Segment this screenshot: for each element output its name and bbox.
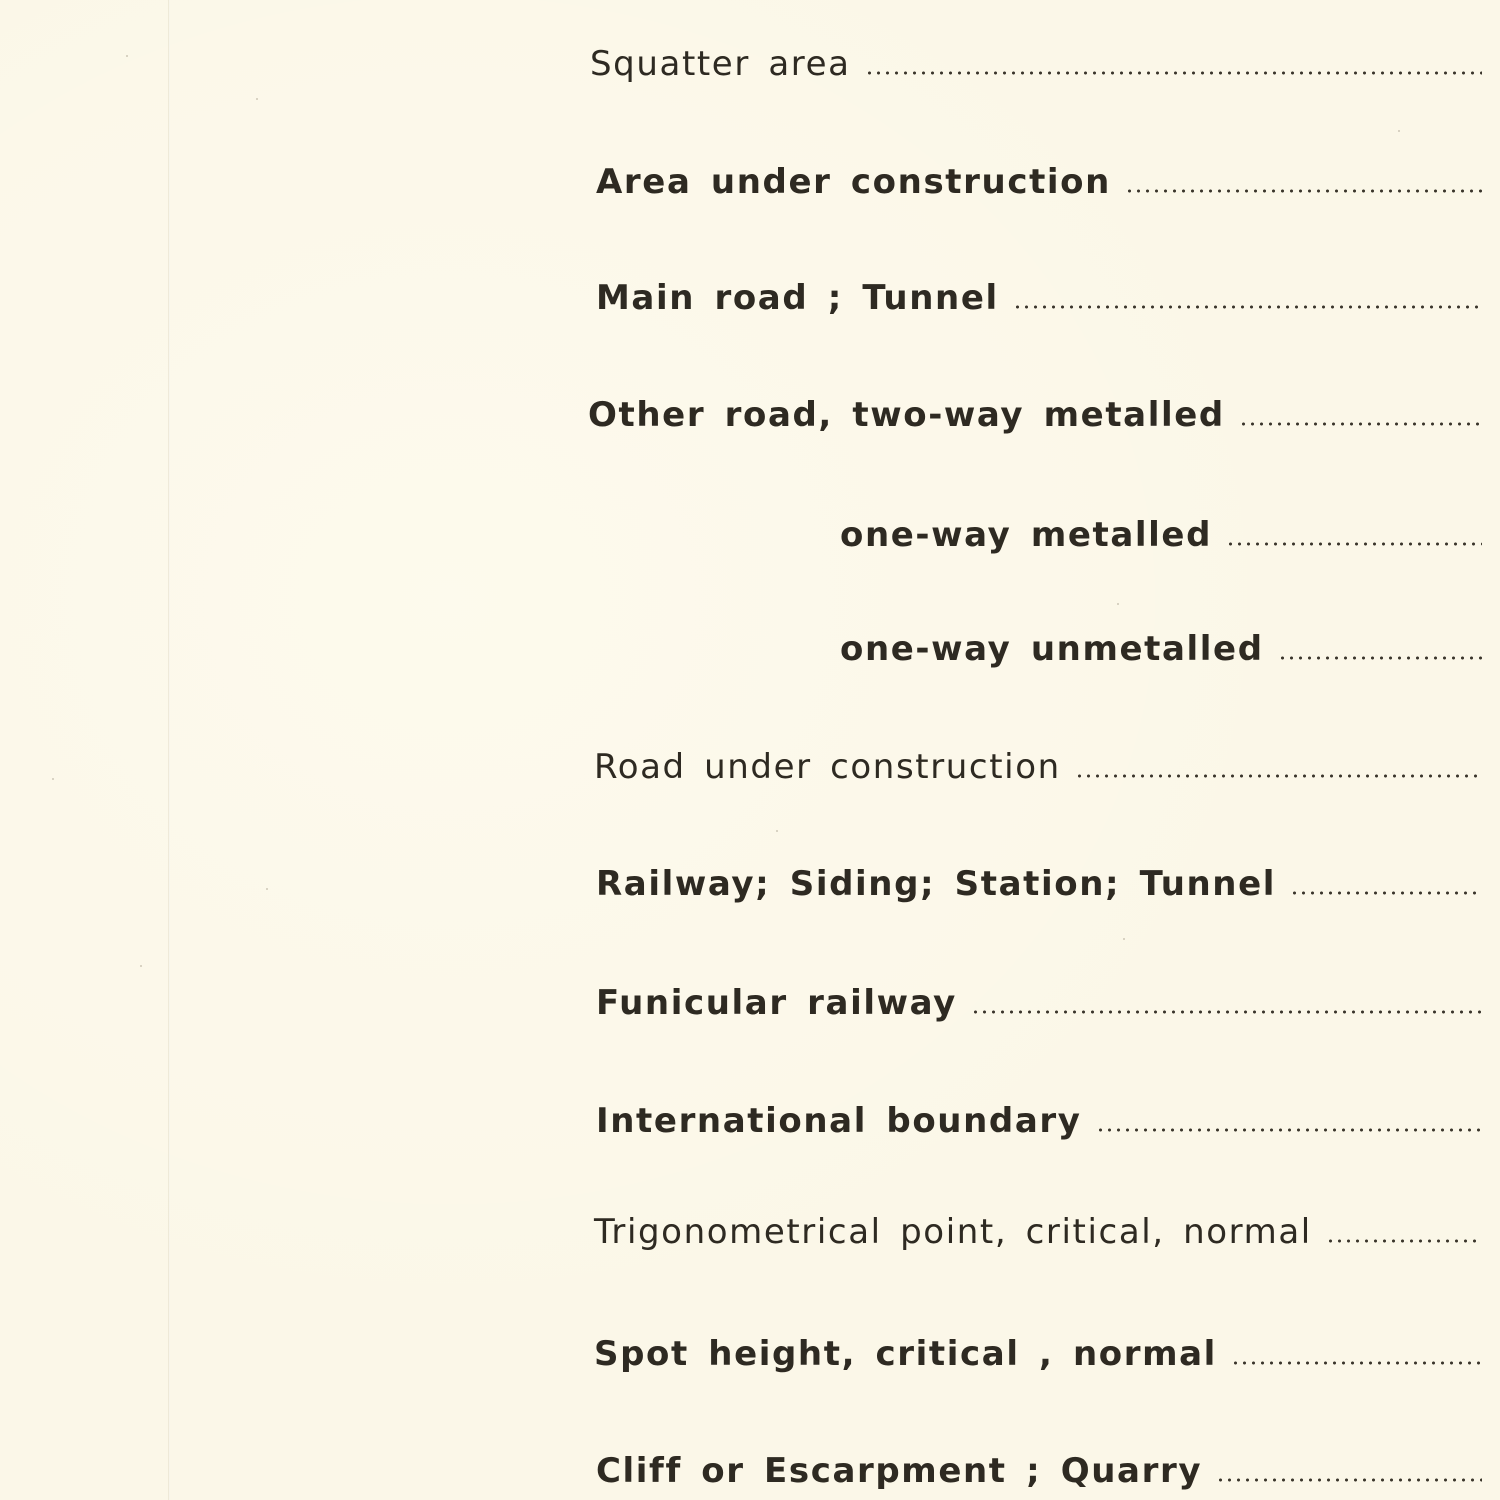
dotted-leader bbox=[1239, 422, 1482, 426]
legend-label: International boundary bbox=[596, 1101, 1082, 1141]
paper-speck bbox=[256, 98, 258, 100]
legend-item-squatter-area bbox=[590, 44, 1482, 84]
dotted-leader bbox=[1290, 891, 1482, 895]
paper-speck bbox=[1123, 938, 1125, 940]
paper-speck bbox=[126, 55, 128, 57]
legend-label: Squatter area bbox=[590, 44, 851, 84]
legend-item-international-boundary bbox=[596, 1101, 1482, 1141]
legend-item-spot-height bbox=[594, 1334, 1482, 1374]
legend-label: Trigonometrical point, critical, normal bbox=[594, 1212, 1312, 1252]
legend-label: Cliff or Escarpment ; Quarry bbox=[596, 1451, 1203, 1491]
legend-label: Main road ; Tunnel bbox=[596, 278, 999, 318]
legend-item-funicular-railway bbox=[596, 983, 1482, 1023]
legend-item-one-way-unmetalled bbox=[840, 629, 1482, 669]
legend-item-trigonometrical-point bbox=[594, 1212, 1482, 1252]
dotted-leader bbox=[1326, 1239, 1482, 1243]
paper-speck bbox=[1117, 603, 1119, 605]
dotted-leader bbox=[1226, 542, 1482, 546]
dotted-leader bbox=[1096, 1128, 1482, 1132]
legend-label: Railway; Siding; Station; Tunnel bbox=[596, 864, 1277, 904]
paper-speck bbox=[52, 778, 54, 780]
legend-item-one-way-metalled bbox=[840, 515, 1482, 555]
legend-label: Funicular railway bbox=[596, 983, 957, 1023]
paper-speck bbox=[266, 888, 268, 890]
legend-label: Road under construction bbox=[594, 747, 1061, 787]
paper-speck bbox=[1398, 130, 1400, 132]
dotted-leader bbox=[971, 1010, 1482, 1014]
dotted-leader bbox=[1075, 774, 1482, 778]
legend-label: Area under construction bbox=[596, 162, 1111, 202]
paper-speck bbox=[140, 965, 142, 967]
dotted-leader bbox=[1216, 1478, 1482, 1482]
dotted-leader bbox=[865, 71, 1482, 75]
legend-item-railway-siding-station-tunnel bbox=[596, 864, 1482, 904]
paper-speck bbox=[776, 830, 778, 832]
legend-label: one-way unmetalled bbox=[840, 629, 1264, 669]
legend-label: Other road, two-way metalled bbox=[588, 395, 1225, 435]
legend-label: Spot height, critical , normal bbox=[594, 1334, 1217, 1374]
dotted-leader bbox=[1013, 305, 1482, 309]
dotted-leader bbox=[1125, 189, 1482, 193]
legend-item-area-under-construction bbox=[596, 162, 1482, 202]
legend-label: one-way metalled bbox=[840, 515, 1213, 555]
dotted-leader bbox=[1231, 1361, 1482, 1365]
dotted-leader bbox=[1278, 656, 1482, 660]
legend-item-road-under-construction bbox=[594, 747, 1482, 787]
fold-line bbox=[168, 0, 170, 1500]
legend-item-other-road-two-way-metalled bbox=[588, 395, 1482, 435]
legend-item-main-road-tunnel bbox=[596, 278, 1482, 318]
legend-item-cliff-escarpment-quarry bbox=[596, 1451, 1482, 1491]
